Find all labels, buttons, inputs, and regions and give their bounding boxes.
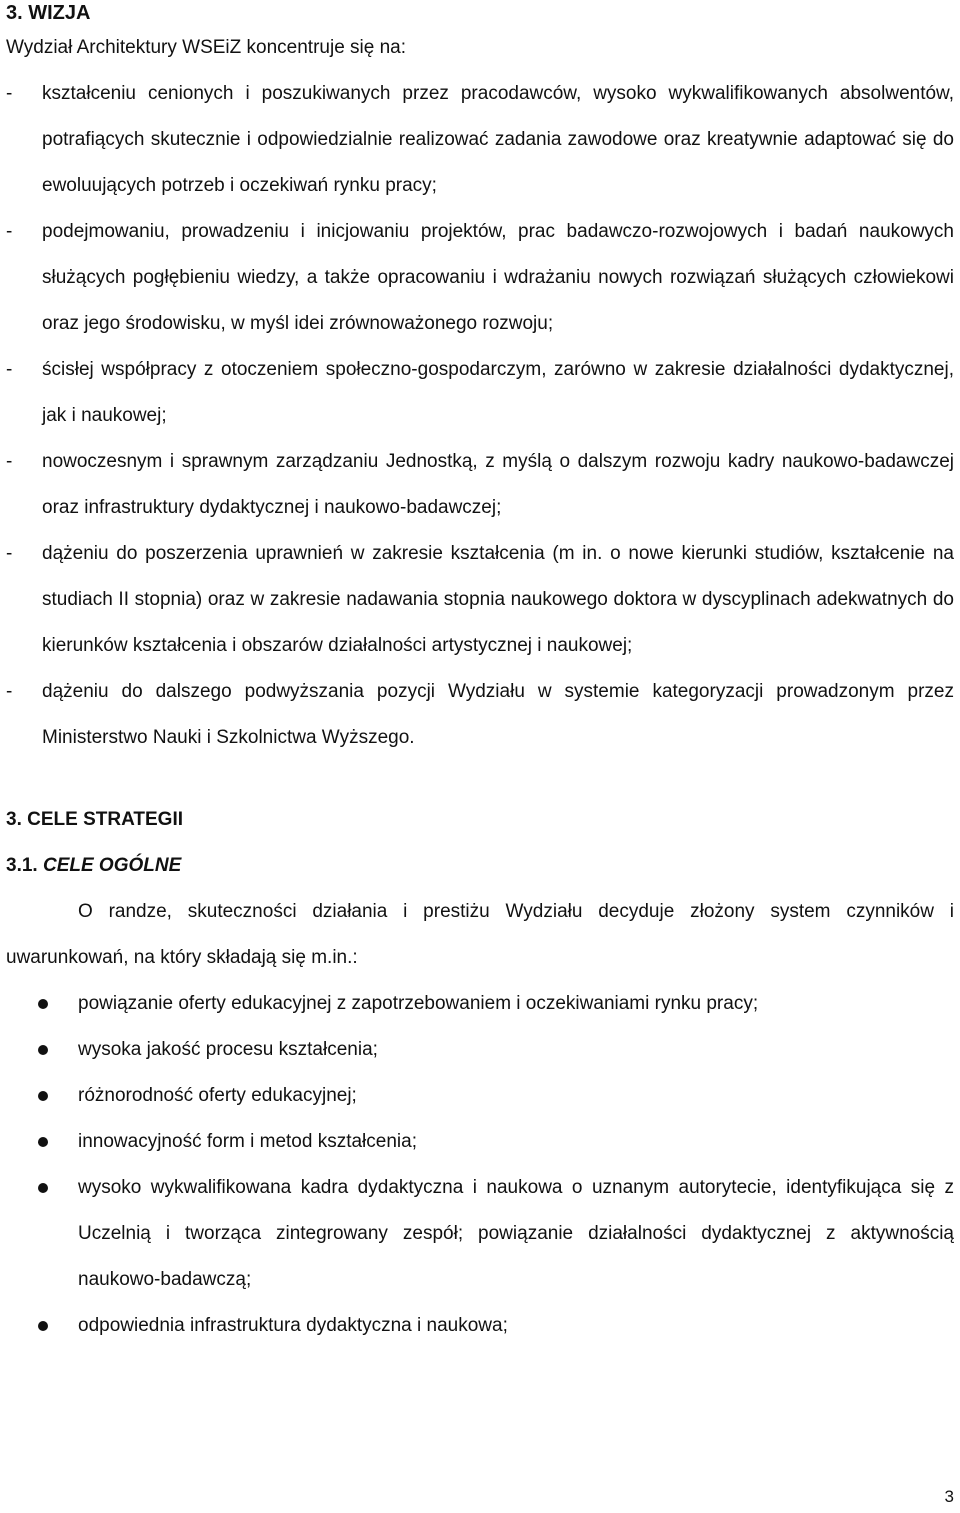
list-item bbox=[6, 71, 954, 209]
list-item bbox=[6, 439, 954, 531]
dash-marker: - bbox=[6, 451, 13, 472]
list-item-text: odpowiednia infrastruktura dydaktyczna i naukowa; bbox=[78, 1315, 508, 1336]
general-goals-paragraph: O randze, skuteczności działania i prestiżu Wydziału decyduje złożony system czynników i uwarunkowań, na który składają się m.in.: bbox=[6, 901, 954, 968]
list-item-text: dążeniu do dalszego podwyższania pozycji Wydziału w systemie kategoryzacji prowadzonym przez Ministerstwo Nauki i Szkolnictwa Wyższego. bbox=[42, 681, 954, 748]
subsection-number: 3.1. bbox=[6, 855, 38, 876]
list-item bbox=[6, 669, 954, 761]
page-number: 3 bbox=[944, 1487, 954, 1506]
list-item-text: różnorodność oferty edukacyjnej; bbox=[78, 1085, 357, 1106]
list-item bbox=[6, 209, 954, 347]
general-goals-list bbox=[6, 981, 954, 1349]
list-item-text: wysoko wykwalifikowana kadra dydaktyczna i naukowa o uznanym autorytecie, identyfikująca się z Uczelnią i tworząca zintegrowany zespół; powiązanie działalności dydaktycznej z aktywnością naukowo-badawczą; bbox=[78, 1177, 954, 1290]
list-item-text: nowoczesnym i sprawnym zarządzaniu Jednostką, z myślą o dalszym rozwoju kadry naukowo-badawczej oraz infrastruktury dydaktycznej i naukowo-badawczej; bbox=[42, 451, 954, 518]
section-title-strategy: 3. CELE STRATEGII bbox=[6, 809, 184, 830]
dash-marker: - bbox=[6, 681, 13, 702]
dash-marker: - bbox=[6, 83, 13, 104]
list-item-text: powiązanie oferty edukacyjnej z zapotrzebowaniem i oczekiwaniami rynku pracy; bbox=[78, 993, 759, 1014]
list-item bbox=[6, 1073, 954, 1119]
bullet-icon bbox=[38, 1137, 48, 1147]
bullet-icon bbox=[38, 1045, 48, 1055]
section-title-vision: 3. WIZJA bbox=[6, 2, 91, 24]
list-item-text: dążeniu do poszerzenia uprawnień w zakresie kształcenia (m in. o nowe kierunki studiów, kształcenie na studiach II stopnia) oraz w zakresie nadawania stopnia naukowego doktora w dyscyplinach adekwatnych do kierunków kształcenia i obszarów działalności artystycznej i naukowej; bbox=[42, 543, 954, 656]
list-item-text: wysoka jakość procesu kształcenia; bbox=[78, 1039, 378, 1060]
bullet-icon bbox=[38, 999, 48, 1009]
list-item bbox=[6, 1027, 954, 1073]
bullet-icon bbox=[38, 1091, 48, 1101]
list-item-text: innowacyjność form i metod kształcenia; bbox=[78, 1131, 417, 1152]
vision-list bbox=[6, 71, 954, 761]
list-item-text: kształceniu cenionych i poszukiwanych przez pracodawców, wysoko wykwalifikowanych absolwentów, potrafiących skutecznie i odpowiedzialnie realizować zadania zawodowe oraz kreatywnie adaptować się do ewoluujących potrzeb i oczekiwań rynku pracy; bbox=[42, 83, 954, 196]
dash-marker: - bbox=[6, 359, 13, 380]
list-item bbox=[6, 981, 954, 1027]
list-item bbox=[6, 531, 954, 669]
list-item bbox=[6, 1119, 954, 1165]
list-item bbox=[6, 1165, 954, 1303]
dash-marker: - bbox=[6, 543, 13, 564]
section-spacer bbox=[6, 761, 954, 797]
list-item bbox=[6, 1303, 954, 1349]
list-item-text: podejmowaniu, prowadzeniu i inicjowaniu projektów, prac badawczo-rozwojowych i badań naukowych służących pogłębieniu wiedzy, a także opracowaniu i wdrażaniu nowych rozwiązań służących człowiekowi oraz jego środowisku, w myśl idei zrównoważonego rozwoju; bbox=[42, 221, 954, 334]
vision-intro: Wydział Architektury WSEiZ koncentruje się na: bbox=[6, 37, 407, 58]
dash-marker: - bbox=[6, 221, 13, 242]
subsection-title-text: CELE OGÓLNE bbox=[42, 855, 182, 876]
bullet-icon bbox=[38, 1183, 48, 1193]
list-item-text: ścisłej współpracy z otoczeniem społeczno-gospodarczym, zarówno w zakresie działalności dydaktycznej, jak i naukowej; bbox=[42, 359, 954, 426]
list-item bbox=[6, 347, 954, 439]
subsection-title-general bbox=[6, 843, 954, 889]
bullet-icon bbox=[38, 1321, 48, 1331]
